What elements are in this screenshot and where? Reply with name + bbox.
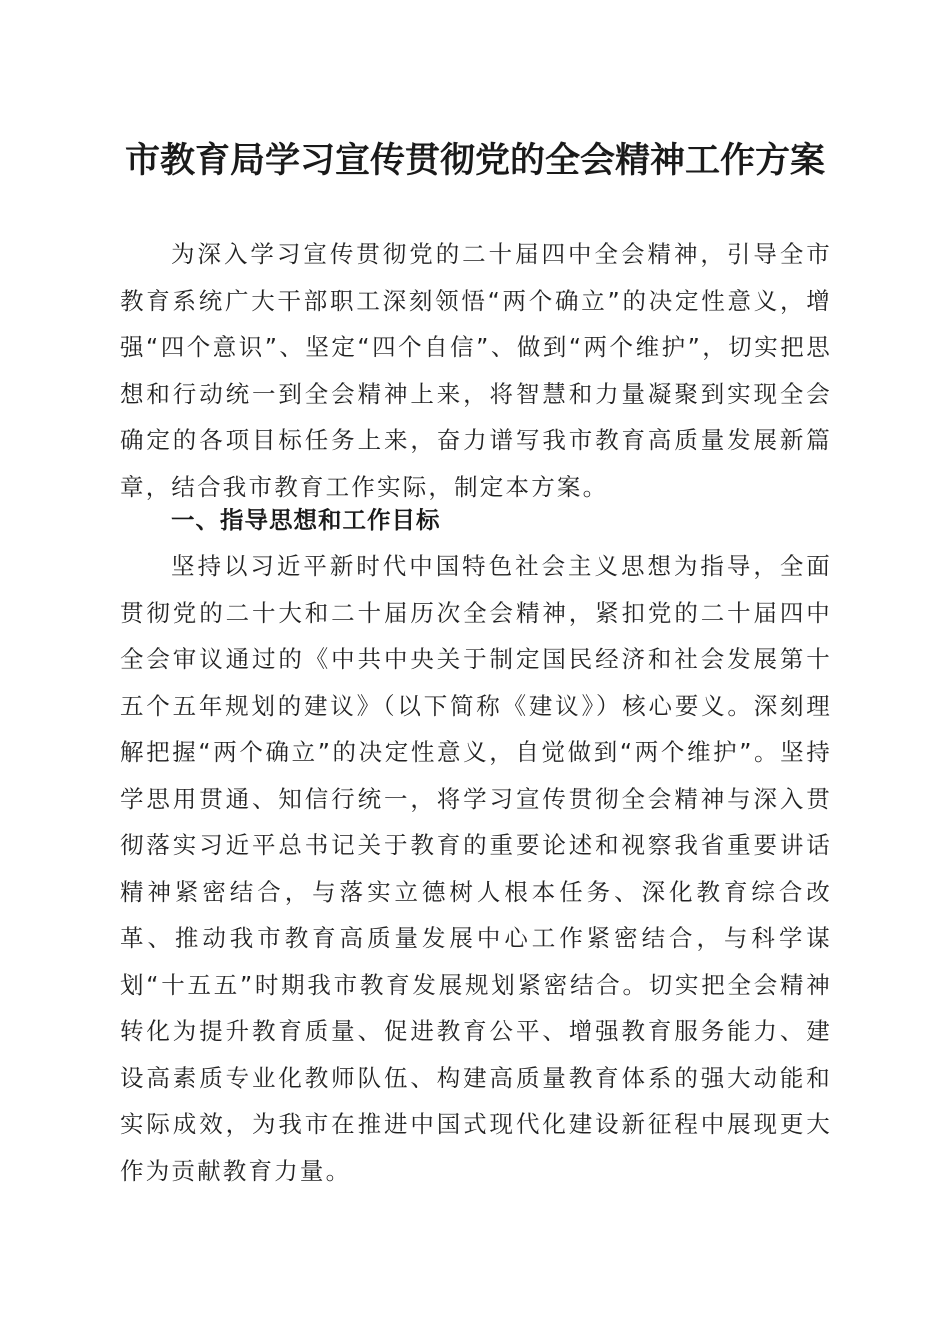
document-title: 市教育局学习宣传贯彻党的全会精神工作方案	[124, 140, 825, 181]
section-1-body	[120, 543, 832, 1194]
section-1-paragraph: 坚持以习近平新时代中国特色社会主义思想为指导，全面贯彻党的二十大和二十届历次全会精神，紧扣党的二十届四中全会审议通过的《中共中央关于制定国民经济和社会发展第十五个五年规划的建议》（以下简称《建议》）核心要义。深刻理解把握“两个确立”的决定性意义，自觉做到“两个维护”。坚持学思用贯通、知信行统一，将学习宣传贯彻全会精神与深入贯彻落实习近平总书记关于教育的重要论述和视察我省重要讲话精神紧密结合，与落实立德树人根本任务、深化教育综合改革、推动我市教育高质量发展中心工作紧密结合，与科学谋划“十五五”时期我市教育发展规划紧密结合。切实把全会精神转化为提升教育质量、促进教育公平、增强教育服务能力、建设高素质专业化教师队伍、构建高质量教育体系的强大动能和实际成效，为我市在推进中国式现代化建设新征程中展现更大作为贡献教育力量。	[120, 552, 832, 1185]
section-heading: 一、指导思想和工作目标	[171, 506, 441, 534]
intro-section	[120, 231, 832, 510]
intro-paragraph: 为深入学习宣传贯彻党的二十届四中全会精神，引导全市教育系统广大干部职工深刻领悟“两个确立”的决定性意义，增强“四个意识”、坚定“四个自信”、做到“两个维护”，切实把思想和行动统一到全会精神上来，将智慧和力量凝聚到实现全会确定的各项目标任务上来，奋力谱写我市教育高质量发展新篇章，结合我市教育工作实际，制定本方案。	[120, 240, 832, 501]
